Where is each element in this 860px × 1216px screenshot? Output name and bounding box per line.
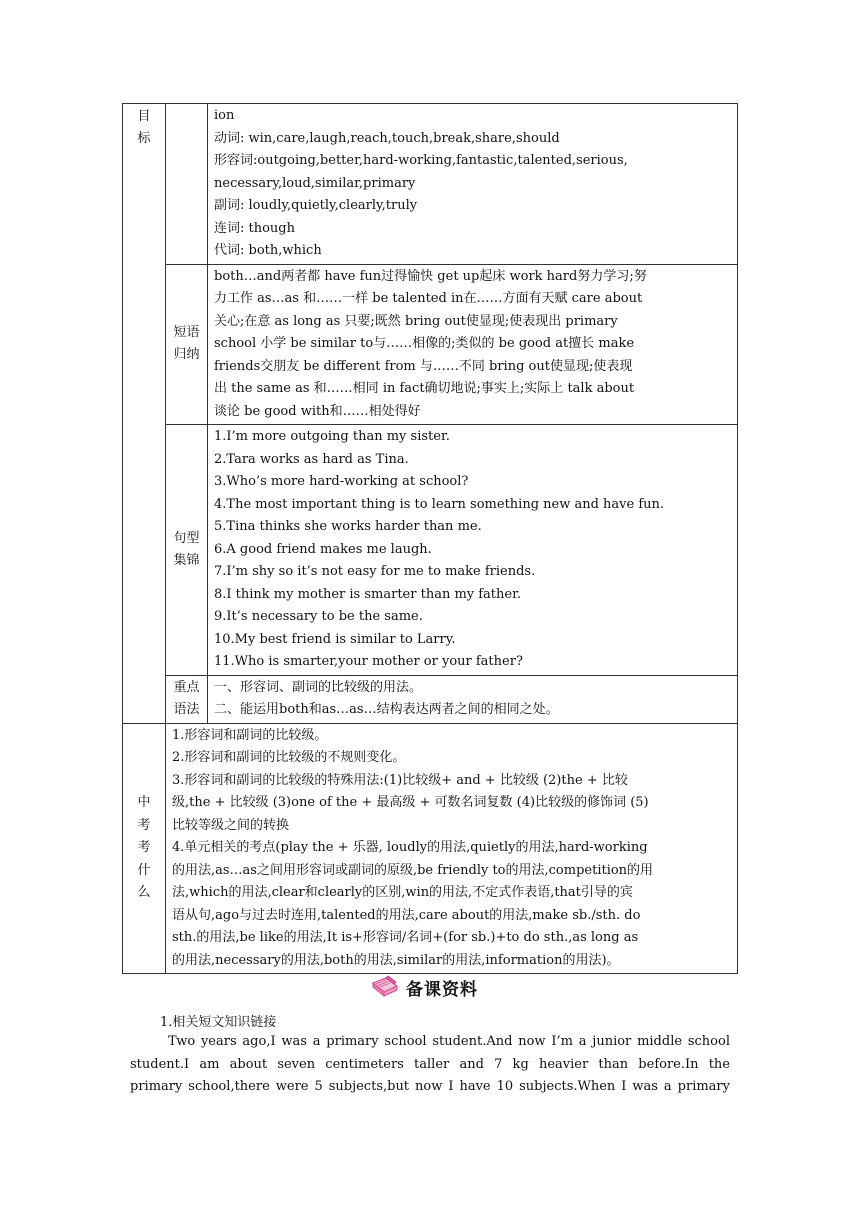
exam-line: 的用法,as…as之间用形容词或副词的原级,be friendly to的用法,competition的用 bbox=[172, 862, 654, 878]
table-row-sentences bbox=[123, 425, 738, 676]
phrase-line: 谈论 be good with和……相处得好 bbox=[214, 403, 421, 419]
phrase-line: 力工作 as…as 和……一样 be talented in在……方面有天赋 care about bbox=[214, 291, 643, 306]
exam-line: 1.形容词和副词的比较级。 bbox=[172, 727, 328, 743]
vocab-line: 副词: loudly,quietly,clearly,truly bbox=[214, 198, 418, 213]
grammar-line: 一、形容词、副词的比较级的用法。 bbox=[214, 679, 423, 695]
table-row-exam bbox=[123, 723, 738, 974]
exam-label-char: 么 bbox=[137, 885, 151, 900]
phrases-label: 短语 bbox=[173, 325, 200, 341]
exam-line: 的用法,necessary的用法,both的用法,similar的用法,information的用法)。 bbox=[172, 952, 620, 968]
passage-line: primary school,there were 5 subjects,but now I have 10 subjects.When I was a primary bbox=[130, 1079, 730, 1094]
vocab-label-cell bbox=[166, 104, 208, 265]
exam-label-char: 考 bbox=[137, 817, 151, 833]
exam-line: 语从句,ago与过去时连用,talented的用法,care about的用法,make sb./sth. do bbox=[172, 907, 641, 923]
exam-line: 级,the + 比较级 (3)one of the + 最高级 + 可数名词复数 (4)比较级的修饰词 (5) bbox=[172, 795, 649, 810]
phrases-label: 归纳 bbox=[173, 347, 200, 363]
sentence-line: 10.My best friend is similar to Larry. bbox=[214, 631, 456, 647]
exam-line: 2.形容词和副词的比较级的不规则变化。 bbox=[172, 750, 406, 765]
passage-line: student.I am about seven centimeters taller and 7 kg heavier than before.In the bbox=[130, 1056, 730, 1072]
section-heading bbox=[370, 973, 478, 1001]
sentences-content-cell bbox=[208, 425, 738, 676]
exam-content-cell bbox=[166, 723, 738, 974]
exam-label-char: 中 bbox=[137, 795, 151, 810]
sentence-line: 8.I think my mother is smarter than my father. bbox=[214, 586, 522, 602]
lesson-plan-table bbox=[122, 103, 738, 974]
passage-line: Two years ago,I was a primary school student.And now I’m a junior middle school bbox=[168, 1034, 730, 1049]
vocab-line: 动词: win,care,laugh,reach,touch,break,share,should bbox=[214, 130, 560, 146]
sentence-line: 2.Tara works as hard as Tina. bbox=[214, 451, 409, 467]
exam-label-cell bbox=[123, 723, 166, 974]
sentence-line: 6.A good friend makes me laugh. bbox=[214, 541, 432, 557]
goal-label-char: 标 bbox=[137, 131, 151, 146]
exam-label-char: 考 bbox=[137, 840, 151, 855]
phrases-label-cell bbox=[166, 264, 208, 425]
sentence-line: 1.I’m more outgoing than my sister. bbox=[214, 429, 450, 444]
sentence-line: 5.Tina thinks she works harder than me. bbox=[214, 519, 482, 534]
table-row-grammar bbox=[123, 675, 738, 723]
phrase-line: friends交朋友 be different from 与……不同 bring out使显现;使表现 bbox=[214, 358, 633, 374]
phrase-line: 关心;在意 as long as 只要;既然 bring out使显现;使表现出 primary bbox=[214, 313, 618, 329]
exam-line: 比较等级之间的转换 bbox=[172, 817, 290, 833]
sentence-line: 7.I’m shy so it’s not easy for me to make friends. bbox=[214, 564, 536, 579]
vocab-line: 形容词:outgoing,better,hard-working,fantastic,talented,serious, bbox=[214, 153, 628, 168]
phrase-line: school 小学 be similar to与……相像的;类似的 be good at擅长 make bbox=[214, 336, 635, 351]
phrases-content-cell bbox=[208, 264, 738, 425]
grammar-content-cell bbox=[208, 675, 738, 723]
sentence-line: 4.The most important thing is to learn something new and have fun. bbox=[214, 496, 665, 512]
grammar-label-cell bbox=[166, 675, 208, 723]
vocab-content-cell bbox=[208, 104, 738, 265]
sentences-label-cell bbox=[166, 425, 208, 676]
exam-line: sth.的用法,be like的用法,It is+形容词/名词+(for sb.)+to do sth.,as long as bbox=[172, 930, 639, 945]
sentences-label: 集锦 bbox=[173, 552, 200, 568]
passage bbox=[130, 1031, 730, 1099]
vocab-line: necessary,loud,similar,primary bbox=[214, 175, 416, 191]
exam-line: 4.单元相关的考点(play the + 乐器, loudly的用法,quietly的用法,hard-working bbox=[172, 840, 648, 855]
sentence-line: 11.Who is smarter,your mother or your father? bbox=[214, 654, 523, 669]
notebook-pencil-icon bbox=[370, 974, 400, 1000]
table-row-phrases bbox=[123, 264, 738, 425]
exam-line: 3.形容词和副词的比较级的特殊用法:(1)比较级+ and + 比较级 (2)the + 比较 bbox=[172, 772, 628, 788]
vocab-line: 连词: though bbox=[214, 220, 296, 236]
section-subheading: 1.相关短文知识链接 bbox=[160, 1015, 277, 1030]
table-row-vocab bbox=[123, 104, 738, 265]
exam-line: 法,which的用法,clear和clearly的区别,win的用法,不定式作表语,that引导的宾 bbox=[172, 885, 633, 900]
section-title: 备课资料 bbox=[406, 979, 478, 1000]
sentence-line: 9.It’s necessary to be the same. bbox=[214, 609, 423, 624]
sentence-line: 3.Who’s more hard-working at school? bbox=[214, 474, 469, 489]
exam-label-char: 什 bbox=[137, 862, 151, 878]
goal-label-char: 目 bbox=[137, 109, 151, 124]
vocab-line: 代词: both,which bbox=[214, 243, 322, 258]
phrase-line: both…and两者都 have fun过得愉快 get up起床 work hard努力学习;努 bbox=[214, 268, 647, 284]
grammar-line: 二、能运用both和as…as…结构表达两者之间的相同之处。 bbox=[214, 702, 559, 717]
phrase-line: 出 the same as 和……相同 in fact确切地说;事实上;实际上 talk about bbox=[214, 381, 635, 396]
goal-label-cell bbox=[123, 104, 166, 724]
vocab-line: ion bbox=[214, 108, 235, 123]
grammar-label: 语法 bbox=[173, 702, 200, 717]
grammar-label: 重点 bbox=[173, 680, 200, 695]
sentences-label: 句型 bbox=[173, 530, 200, 546]
